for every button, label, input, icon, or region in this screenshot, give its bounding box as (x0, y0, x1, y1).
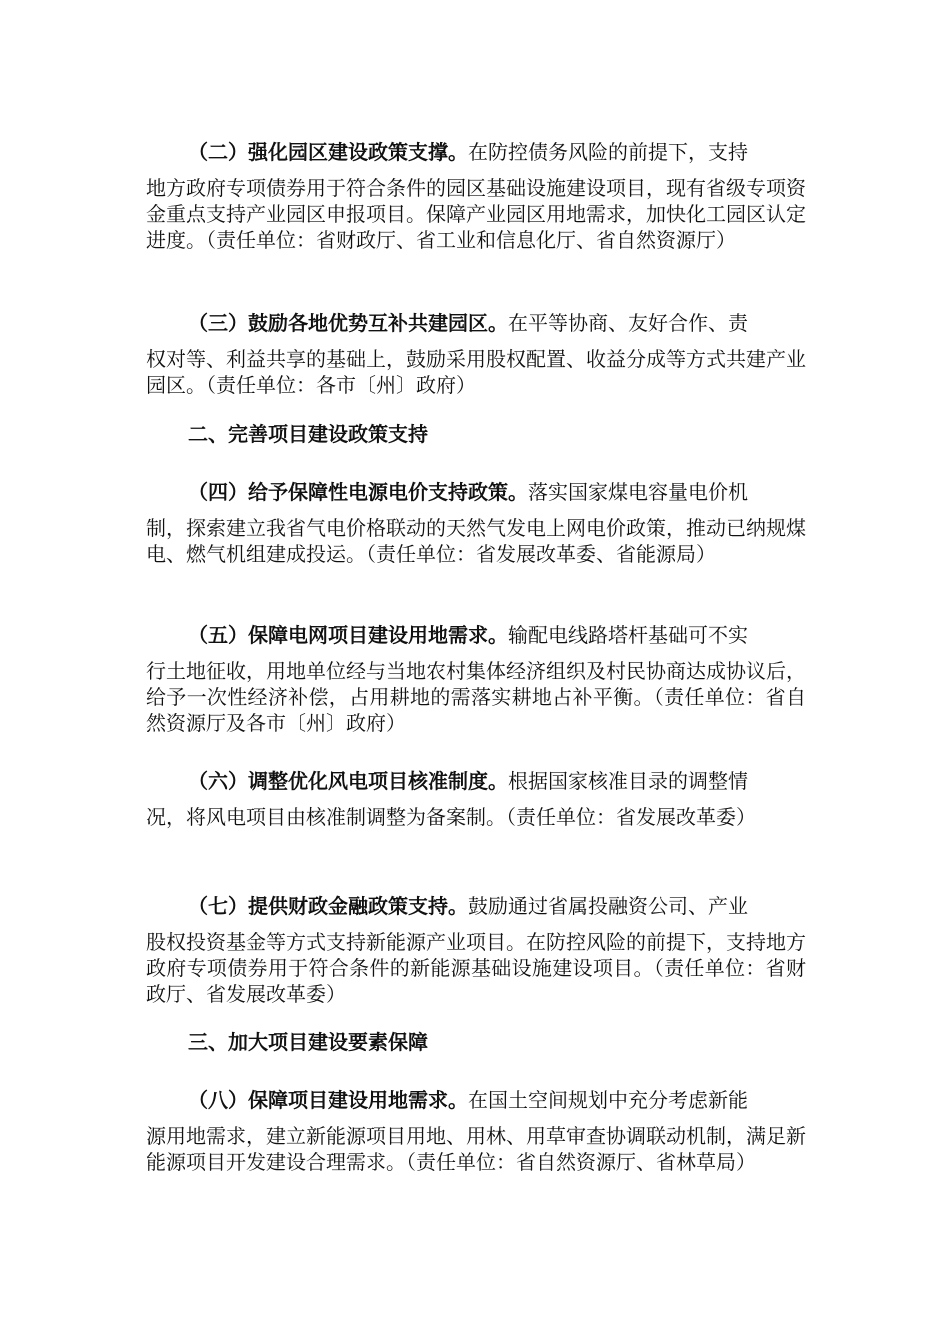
item-title: （七）提供财政金融政策支持。 (188, 894, 468, 918)
item-lead: 根据国家核准目录的调整情 (508, 769, 748, 793)
policy-item-6 (146, 768, 806, 830)
item-lead: 在国土空间规划中充分考虑新能 (468, 1088, 748, 1112)
item-lead: 在平等协商、友好合作、责 (508, 311, 748, 335)
policy-item-8 (146, 1087, 806, 1175)
item-title: （二）强化园区建设政策支撑。 (188, 140, 468, 164)
section-heading-3: 三、加大项目建设要素保障 (188, 1030, 428, 1054)
item-lead: 落实国家煤电容量电价机 (528, 480, 748, 504)
policy-item-4 (146, 479, 806, 567)
item-body: 况，将风电项目由核准制调整为备案制。（责任单位：省发展改革委） (146, 805, 756, 829)
item-body: 权对等、利益共享的基础上，鼓励采用股权配置、收益分成等方式共建产业园区。（责任单位：各市〔州〕政府） (146, 347, 806, 397)
item-title: （八）保障项目建设用地需求。 (188, 1088, 468, 1112)
policy-item-3 (146, 310, 806, 398)
item-body: 源用地需求，建立新能源项目用地、用林、用草审查协调联动机制，满足新能源项目开发建设合理需求。（责任单位：省自然资源厅、省林草局） (146, 1124, 806, 1174)
item-title: （六）调整优化风电项目核准制度。 (188, 769, 508, 793)
item-title: （四）给予保障性电源电价支持政策。 (188, 480, 528, 504)
item-body: 股权投资基金等方式支持新能源产业项目。在防控风险的前提下，支持地方政府专项债券用于符合条件的新能源基础设施建设项目。（责任单位：省财政厅、省发展改革委） (146, 930, 806, 1006)
item-title: （五）保障电网项目建设用地需求。 (188, 623, 508, 647)
policy-item-2 (146, 139, 806, 253)
item-body: 地方政府专项债券用于符合条件的园区基础设施建设项目，现有省级专项资金重点支持产业园区申报项目。保障产业园区用地需求，加快化工园区认定进度。（责任单位：省财政厅、省工业和信息化厅、省自然资源厅） (146, 176, 806, 252)
policy-item-7 (146, 893, 806, 1007)
item-body: 制，探索建立我省气电价格联动的天然气发电上网电价政策，推动已纳规煤电、燃气机组建成投运。（责任单位：省发展改革委、省能源局） (146, 516, 806, 566)
item-lead: 在防控债务风险的前提下，支持 (468, 140, 748, 164)
section-heading-2: 二、完善项目建设政策支持 (188, 422, 428, 446)
policy-item-5 (146, 622, 806, 736)
item-title: （三）鼓励各地优势互补共建园区。 (188, 311, 508, 335)
item-lead: 输配电线路塔杆基础可不实 (508, 623, 748, 647)
item-lead: 鼓励通过省属投融资公司、产业 (468, 894, 748, 918)
item-body: 行土地征收，用地单位经与当地农村集体经济组织及村民协商达成协议后，给予一次性经济补偿，占用耕地的需落实耕地占补平衡。（责任单位：省自然资源厅及各市〔州〕政府） (146, 659, 806, 735)
